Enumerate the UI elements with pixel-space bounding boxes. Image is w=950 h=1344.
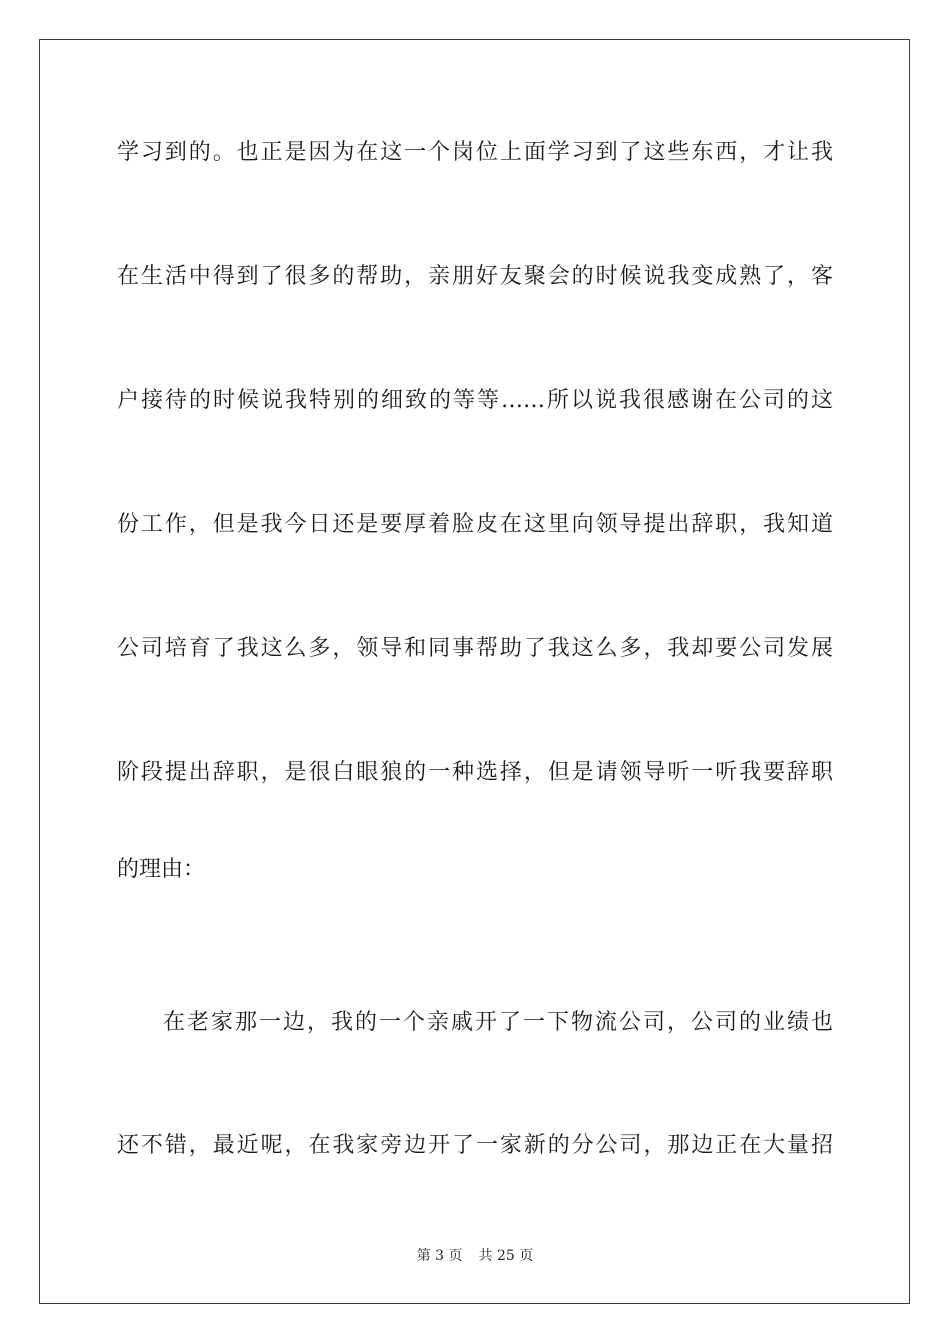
body-line-2: 在生活中得到了很多的帮助，亲朋好友聚会的时候说我变成熟了，客 [117, 264, 833, 289]
body-line-8: 在老家那一边，我的一个亲戚开了一下物流公司，公司的业绩也 [163, 1010, 833, 1035]
body-line-7: 的理由： [117, 857, 206, 882]
page-number: 第 3 页 [416, 1248, 463, 1264]
body-line-3: 户接待的时候说我特别的细致的等等……所以说我很感谢在公司的这 [117, 388, 833, 413]
body-line-1: 学习到的。也正是因为在这一个岗位上面学习到了这些东西，才让我 [117, 140, 833, 165]
body-line-5: 公司培育了我这么多，领导和同事帮助了我这么多，我却要公司发展 [117, 636, 833, 661]
body-line-6: 阶段提出辞职，是很白眼狼的一种选择，但是请领导听一听我要辞职 [117, 760, 833, 785]
body-line-4: 份工作，但是我今日还是要厚着脸皮在这里向领导提出辞职，我知道 [117, 512, 833, 537]
total-pages: 共 25 页 [478, 1248, 534, 1264]
page-footer [0, 1246, 950, 1266]
page-border [39, 39, 910, 1304]
body-line-9: 还不错，最近呢，在我家旁边开了一家新的分公司，那边正在大量招 [117, 1133, 833, 1158]
